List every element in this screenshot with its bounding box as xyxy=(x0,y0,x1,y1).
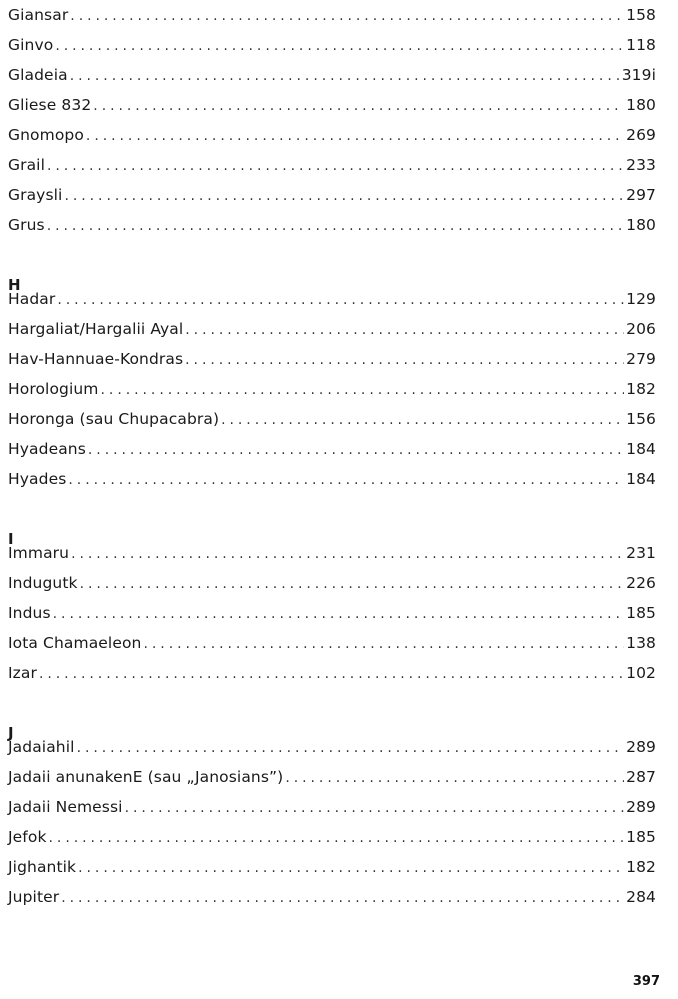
entry-name: Hadar xyxy=(8,290,56,308)
leader-dots xyxy=(55,31,624,61)
entry-name: Hav-Hannuae-Kondras xyxy=(8,350,184,368)
entry-page: 231 xyxy=(626,544,656,562)
entry-name: Jighantik xyxy=(8,858,77,876)
leader-dots xyxy=(125,793,625,823)
section-letter: H xyxy=(8,276,21,294)
entry-page: 184 xyxy=(626,470,656,488)
index-section-h xyxy=(8,270,656,494)
index-entry xyxy=(8,30,656,60)
entry-page: 185 xyxy=(626,828,656,846)
entry-page: 226 xyxy=(626,574,656,592)
entry-page: 289 xyxy=(626,738,656,756)
leader-dots xyxy=(61,883,624,913)
entry-name: Horonga (sau Chupacabra) xyxy=(8,410,220,428)
entry-name: Izar xyxy=(8,664,37,682)
index-entry xyxy=(8,210,656,240)
section-letter: J xyxy=(8,724,14,742)
leader-dots xyxy=(285,763,624,793)
entry-name: Indugutk xyxy=(8,574,78,592)
page-number: 397 xyxy=(632,974,660,989)
entry-page: 184 xyxy=(626,440,656,458)
entry-page: 297 xyxy=(626,186,656,204)
index-entry xyxy=(8,538,656,568)
index-entry xyxy=(8,60,656,90)
entry-name: Grus xyxy=(8,216,45,234)
leader-dots xyxy=(39,659,624,689)
index-entry xyxy=(8,150,656,180)
leader-dots xyxy=(71,539,624,569)
entry-name: Hyades xyxy=(8,470,67,488)
entry-page: 102 xyxy=(626,664,656,682)
index-entry xyxy=(8,120,656,150)
leader-dots xyxy=(144,629,625,659)
entry-page: 158 xyxy=(626,6,656,24)
leader-dots xyxy=(70,1,624,31)
entry-page: 182 xyxy=(626,380,656,398)
entry-page: 279 xyxy=(626,350,656,368)
index-entry xyxy=(8,180,656,210)
leader-dots xyxy=(185,315,624,345)
entry-name: Graysli xyxy=(8,186,63,204)
index-entry xyxy=(8,434,656,464)
index-entry xyxy=(8,658,656,688)
entry-name: Gladeia xyxy=(8,66,68,84)
index-entry xyxy=(8,404,656,434)
index-entry xyxy=(8,464,656,494)
leader-dots xyxy=(185,345,624,375)
entry-name: Ginvo xyxy=(8,36,54,54)
leader-dots xyxy=(86,121,624,151)
index-entry xyxy=(8,344,656,374)
index-entry xyxy=(8,314,656,344)
entry-name: Horologium xyxy=(8,380,99,398)
leader-dots xyxy=(53,599,624,629)
entry-page: 319i xyxy=(621,66,656,84)
leader-dots xyxy=(47,211,624,241)
entry-name: Iota Chamaeleon xyxy=(8,634,142,652)
index-entry xyxy=(8,628,656,658)
entry-page: 180 xyxy=(626,216,656,234)
leader-dots xyxy=(80,569,625,599)
entry-page: 156 xyxy=(626,410,656,428)
entry-name: Giansar xyxy=(8,6,69,24)
leader-dots xyxy=(77,733,625,763)
entry-page: 185 xyxy=(626,604,656,622)
index-entry xyxy=(8,822,656,852)
index-entry xyxy=(8,568,656,598)
section-letter: I xyxy=(8,530,14,548)
index-section-i xyxy=(8,524,656,688)
index-entry xyxy=(8,598,656,628)
entry-name: Gnomopo xyxy=(8,126,84,144)
entry-name: Hyadeans xyxy=(8,440,86,458)
entry-name: Jadaiahil xyxy=(8,738,75,756)
index-entry xyxy=(8,762,656,792)
entry-name: Jadaii anunakenE (sau „Janosians”) xyxy=(8,768,284,786)
index-list xyxy=(8,0,656,912)
index-entry xyxy=(8,284,656,314)
index-entry xyxy=(8,792,656,822)
entry-name: Hargaliat/Hargalii Ayal xyxy=(8,320,184,338)
entry-name: Grail xyxy=(8,156,45,174)
leader-dots xyxy=(57,285,624,315)
entry-name: Gliese 832 xyxy=(8,96,92,114)
index-entry xyxy=(8,374,656,404)
entry-name: Jadaii Nemessi xyxy=(8,798,123,816)
leader-dots xyxy=(78,853,624,883)
leader-dots xyxy=(68,465,624,495)
entry-page: 182 xyxy=(626,858,656,876)
entry-page: 118 xyxy=(626,36,656,54)
leader-dots xyxy=(221,405,624,435)
entry-page: 138 xyxy=(626,634,656,652)
index-entry xyxy=(8,90,656,120)
index-entry xyxy=(8,0,656,30)
entry-name: Jefok xyxy=(8,828,47,846)
index-entry xyxy=(8,732,656,762)
entry-page: 180 xyxy=(626,96,656,114)
leader-dots xyxy=(64,181,624,211)
leader-dots xyxy=(49,823,625,853)
leader-dots xyxy=(101,375,625,405)
index-section-j xyxy=(8,718,656,912)
entry-page: 206 xyxy=(626,320,656,338)
entry-page: 289 xyxy=(626,798,656,816)
entry-name: Immaru xyxy=(8,544,70,562)
entry-name: Indus xyxy=(8,604,51,622)
entry-page: 287 xyxy=(626,768,656,786)
index-section-g xyxy=(8,0,656,240)
entry-name: Jupiter xyxy=(8,888,60,906)
entry-page: 284 xyxy=(626,888,656,906)
leader-dots xyxy=(47,151,624,181)
entry-page: 233 xyxy=(626,156,656,174)
entry-page: 129 xyxy=(626,290,656,308)
entry-page: 269 xyxy=(626,126,656,144)
index-entry xyxy=(8,882,656,912)
index-entry xyxy=(8,852,656,882)
leader-dots xyxy=(88,435,624,465)
leader-dots xyxy=(93,91,624,121)
leader-dots xyxy=(70,61,620,91)
